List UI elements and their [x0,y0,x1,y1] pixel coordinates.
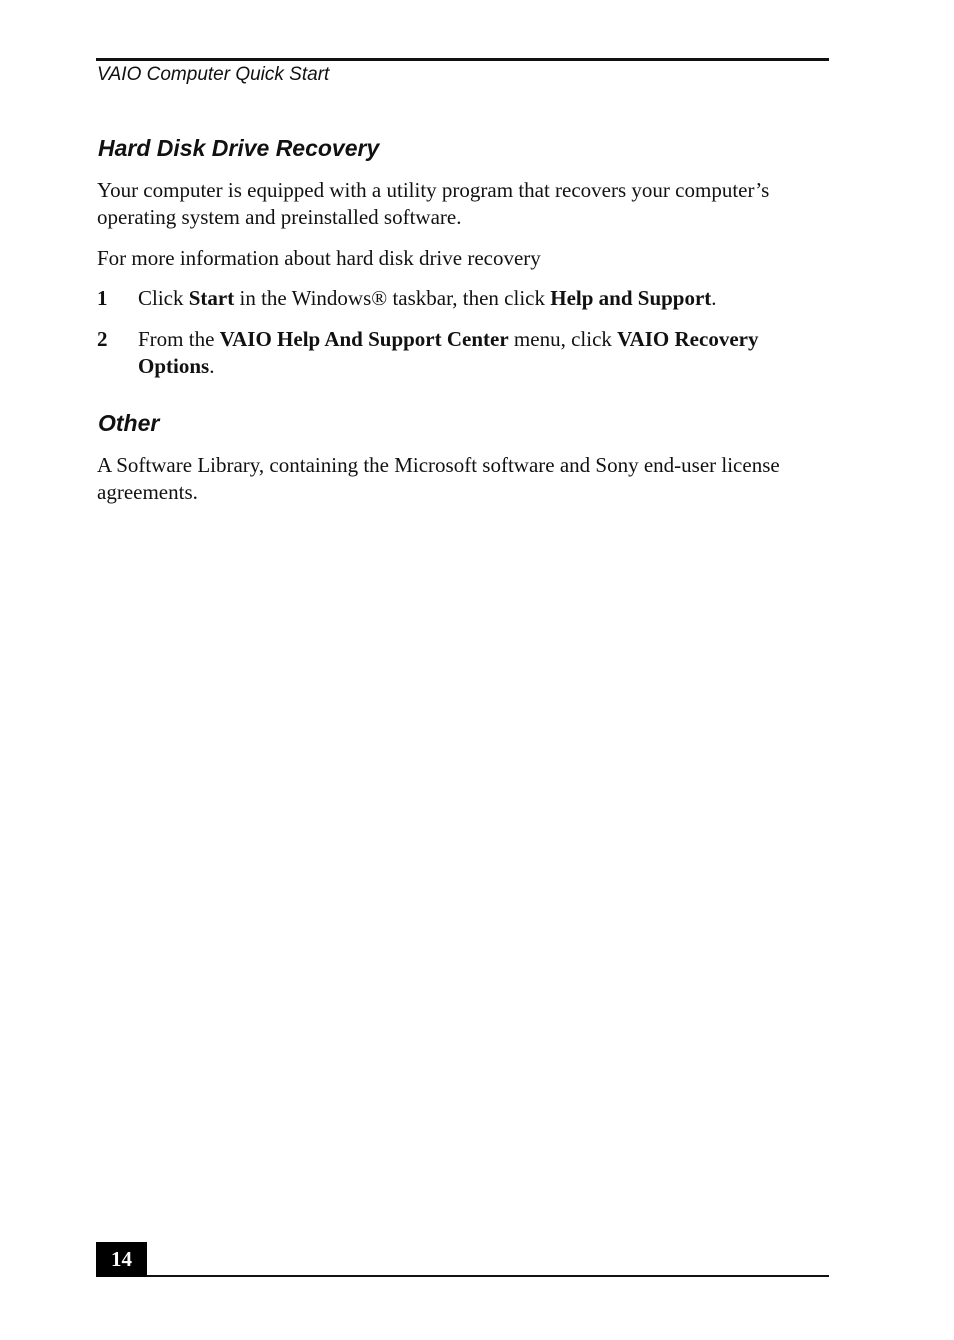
recovery-intro-paragraph: Your computer is equipped with a utility program that recovers your computer’s operating system and preinstalled software. [97,178,770,229]
recovery-info-paragraph: For more information about hard disk drive recovery [97,246,541,270]
step-bold-help-center: VAIO Help And Support Center [219,327,509,351]
step-text-run: in the Windows® taskbar, then click [234,286,551,310]
step-text [138,285,832,312]
step-bold-help-and-support: Help and Support [550,286,712,310]
section-heading-other: Other [98,410,160,436]
step-bold-recovery-options: VAIO Recovery Options [138,327,759,378]
running-head: VAIO Computer Quick Start [97,64,330,85]
step-bold-start: Start [188,286,235,310]
step-1 [97,285,832,313]
step-text-run: . [711,286,717,310]
step-2 [97,326,832,382]
step-text-run: Click [138,286,189,310]
section-heading-hard-disk-drive-recovery: Hard Disk Drive Recovery [98,135,380,161]
step-text-run: menu, click [508,327,618,351]
step-text-run: From the [138,327,220,351]
software-library-paragraph: A Software Library, containing the Microsoft software and Sony end-user license agreements. [97,453,780,504]
step-text [138,326,832,380]
page-number-box [96,1242,147,1277]
step-number: 2 [97,327,108,351]
header-rule [96,58,829,61]
step-number: 1 [97,286,108,310]
page-number: 14 [111,1247,132,1271]
step-text-run: . [209,354,215,378]
footer-rule [96,1275,829,1277]
